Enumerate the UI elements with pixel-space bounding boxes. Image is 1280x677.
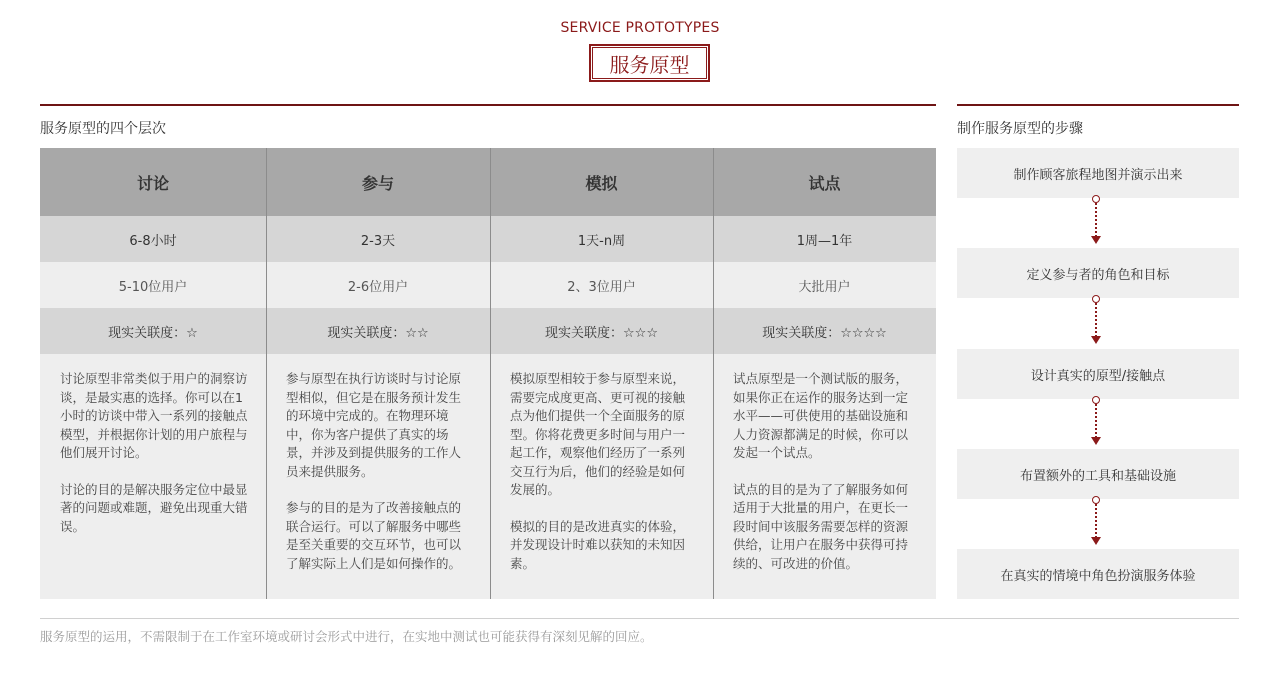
connector-dot-icon (1092, 195, 1100, 203)
page-title: 服务原型 (592, 47, 707, 79)
level-users: 5-10位用户 (40, 262, 266, 308)
step-box: 设计真实的原型/接触点 (957, 349, 1239, 399)
page-kicker: SERVICE PROTOTYPES (560, 20, 720, 36)
level-relevance: 现实关联度：☆☆☆ (490, 308, 713, 354)
level-relevance: 现实关联度：☆ (40, 308, 266, 354)
connector-dot-icon (1092, 496, 1100, 504)
level-description (40, 354, 266, 599)
arrow-down-icon (1091, 537, 1101, 545)
step-connector (1091, 396, 1101, 450)
level-description-paragraph: 参与原型在执行访谈时与讨论原型相似，但它是在服务预计发生的环境中完成的。在物理环境中，你为客户提供了真实的场景，并涉及到提供服务的工作人员来提供服务。 (286, 371, 462, 479)
column-divider (713, 148, 714, 599)
level-description-paragraph: 试点原型是一个测试版的服务，如果你正在运作的服务达到一定水平——可供使用的基础设施和人力资源都满足的时候，你可以发起一个试点。 (733, 371, 909, 460)
connector-dotted-line (1095, 504, 1097, 538)
footnote: 服务原型的运用，不需限制于在工作室环境或研讨会形式中进行，在实地中测试也可能获得有深刻见解的回应。 (40, 629, 653, 644)
page-title-frame (589, 44, 710, 82)
step-connector (1091, 496, 1101, 550)
level-description (490, 354, 713, 599)
levels-section-title: 服务原型的四个层次 (40, 121, 166, 137)
level-relevance: 现实关联度：☆☆ (266, 308, 490, 354)
connector-dotted-line (1095, 203, 1097, 237)
arrow-down-icon (1091, 236, 1101, 244)
level-users: 2-6位用户 (266, 262, 490, 308)
level-duration: 1周—1年 (713, 216, 936, 262)
levels-section-rule (40, 104, 936, 106)
column-divider (490, 148, 491, 599)
level-description-paragraph: 试点的目的是为了了解服务如何适用于大批量的用户，在更长一段时间中该服务需要怎样的资源供给，让用户在服务中获得可持续的、可改进的价值。 (733, 481, 909, 571)
arrow-down-icon (1091, 336, 1101, 344)
footer-divider (40, 618, 1239, 619)
step-connector (1091, 195, 1101, 249)
level-description-paragraph: 讨论的目的是解决服务定位中最显著的问题或难题，避免出现重大错误。 (60, 481, 248, 534)
level-description (713, 354, 936, 599)
connector-dot-icon (1092, 295, 1100, 303)
level-name: 讨论 (40, 148, 266, 216)
connector-dot-icon (1092, 396, 1100, 404)
connector-dotted-line (1095, 303, 1097, 337)
step-box: 在真实的情境中角色扮演服务体验 (957, 549, 1239, 599)
level-duration: 6-8小时 (40, 216, 266, 262)
level-name: 模拟 (490, 148, 713, 216)
steps-section-rule (957, 104, 1239, 106)
arrow-down-icon (1091, 437, 1101, 445)
level-description-paragraph: 模拟的目的是改进真实的体验，并发现设计时难以获知的未知因素。 (510, 518, 686, 571)
level-column-participate (266, 148, 490, 599)
level-users: 大批用户 (713, 262, 936, 308)
column-divider (266, 148, 267, 599)
step-box: 制作顾客旅程地图并演示出来 (957, 148, 1239, 198)
step-box: 定义参与者的角色和目标 (957, 248, 1239, 298)
level-description-paragraph: 模拟原型相较于参与原型来说，需要完成度更高、更可视的接触点为他们提供一个全面服务的原型。你将花费更多时间与用户一起工作，观察他们经历了一系列交互行为后，他们的经验是如何发展的。 (510, 371, 686, 497)
connector-dotted-line (1095, 404, 1097, 438)
level-description (266, 354, 490, 599)
level-description-paragraph: 参与的目的是为了改善接触点的联合运行。可以了解服务中哪些是至关重要的交互环节，也可以了解实际上人们是如何操作的。 (286, 500, 462, 571)
level-users: 2、3位用户 (490, 262, 713, 308)
steps-section-title: 制作服务原型的步骤 (957, 121, 1083, 137)
level-column-pilot (713, 148, 936, 599)
level-duration: 1天-n周 (490, 216, 713, 262)
step-box: 布置额外的工具和基础设施 (957, 449, 1239, 499)
level-name: 参与 (266, 148, 490, 216)
level-name: 试点 (713, 148, 936, 216)
level-column-simulate (490, 148, 713, 599)
step-connector (1091, 295, 1101, 349)
level-description-paragraph: 讨论原型非常类似于用户的洞察访谈，是最实惠的选择。你可以在1小时的访谈中带入一系列的接触点模型，并根据你计划的用户旅程与他们展开讨论。 (60, 371, 248, 460)
level-duration: 2-3天 (266, 216, 490, 262)
level-column-discuss (40, 148, 266, 599)
level-relevance: 现实关联度：☆☆☆☆ (713, 308, 936, 354)
